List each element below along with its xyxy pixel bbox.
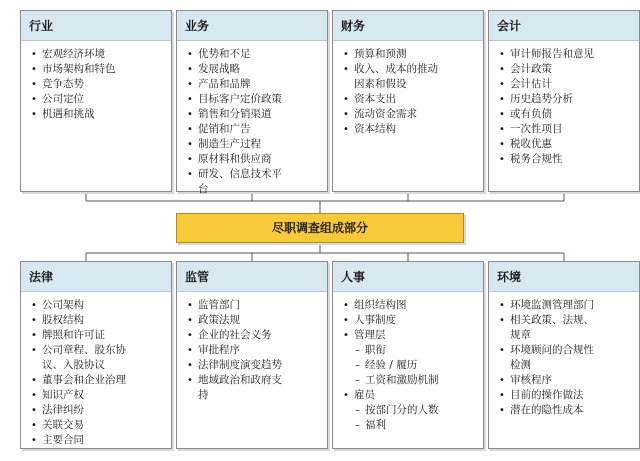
item-list: [21, 292, 171, 448]
list-item: [187, 182, 321, 197]
list-item-text: 关联交易: [42, 419, 84, 431]
list-item: [31, 433, 165, 448]
list-item-text: 预算和预测: [354, 48, 407, 60]
list-item: [343, 313, 477, 328]
list-item-text: 主要合同: [42, 434, 84, 446]
list-item-text: 会计估计: [510, 78, 552, 90]
list-item: [31, 328, 165, 343]
dash-marker: –: [355, 405, 360, 416]
list-item-text: 按部门分的人数: [365, 404, 439, 416]
list-item-text: 审批程序: [198, 344, 240, 356]
list-item: [499, 77, 633, 92]
list-item: [499, 152, 633, 167]
list-item: [187, 47, 321, 62]
list-item-text: 历史趋势分析: [510, 93, 573, 105]
list-item-text: 人事制度: [354, 314, 396, 326]
list-item-text: 制造生产过程: [198, 138, 261, 150]
list-item: [499, 388, 633, 403]
bullet-marker: •: [343, 300, 349, 311]
bullet-marker: •: [187, 360, 193, 371]
card-legal: [20, 261, 172, 449]
list-item: [187, 107, 321, 122]
bullet-marker: •: [187, 169, 193, 180]
card-regulatory: [176, 261, 328, 449]
bullet-marker: •: [499, 315, 505, 326]
item-list: [333, 41, 483, 137]
bullet-marker: •: [499, 405, 505, 416]
bullet-marker: •: [187, 300, 193, 311]
list-item-text: 企业的社会义务: [198, 329, 272, 341]
list-item-text: 机遇和挑战: [42, 108, 95, 120]
list-item-text: 一次性项目: [510, 123, 563, 135]
bullet-marker: •: [187, 124, 193, 135]
card-title: 人事: [333, 262, 483, 292]
bullet-marker: •: [499, 79, 505, 90]
bullet-marker: •: [187, 139, 193, 150]
bullet-marker: •: [31, 49, 37, 60]
list-item-text: 审核程序: [510, 374, 552, 386]
list-item: [499, 47, 633, 62]
list-item: [343, 92, 477, 107]
card-title: 法律: [21, 262, 171, 292]
list-item-text: 环境监测管理部门: [510, 299, 594, 311]
list-item-text: 经验 / 履历: [365, 359, 418, 371]
list-item: [187, 152, 321, 167]
list-item-text: 资本结构: [354, 123, 396, 135]
list-item: [187, 92, 321, 107]
list-item: [499, 358, 633, 373]
list-item-text: 政策法规: [198, 314, 240, 326]
card-title: 会计: [489, 11, 639, 41]
bullet-marker: •: [343, 390, 349, 401]
item-list: [333, 292, 483, 433]
list-item-text: 目标客户定价政策: [198, 93, 282, 105]
list-item: [499, 328, 633, 343]
bullet-marker: •: [31, 330, 37, 341]
list-item-text: 管理层: [354, 329, 386, 341]
list-item: [499, 62, 633, 77]
bullet-marker: •: [187, 109, 193, 120]
list-item-text: 持: [198, 389, 209, 401]
card-title: 财务: [333, 11, 483, 41]
bullet-marker: •: [31, 405, 37, 416]
bullet-marker: •: [187, 330, 193, 341]
card-title: 行业: [21, 11, 171, 41]
list-item-text: 董事会和企业治理: [42, 374, 126, 386]
list-item-text: 收入、成本的推动: [354, 63, 438, 75]
list-item-text: 会计政策: [510, 63, 552, 75]
list-item-text: 知识产权: [42, 389, 84, 401]
list-item-text: 规章: [510, 329, 531, 341]
bullet-marker: •: [187, 79, 193, 90]
list-item-text: 公司架构: [42, 299, 84, 311]
list-item-text: 审计师报告和意见: [510, 48, 594, 60]
list-item: [31, 388, 165, 403]
list-item: [499, 403, 633, 418]
center-box: 尽职调查组成部分: [176, 213, 464, 243]
list-item: [499, 373, 633, 388]
list-item: [31, 62, 165, 77]
bullet-marker: •: [343, 94, 349, 105]
list-item: [343, 298, 477, 313]
list-item-text: 组织结构图: [354, 299, 407, 311]
list-item-text: 销售和分销渠道: [198, 108, 272, 120]
card-title: 环境: [489, 262, 639, 292]
dash-marker: –: [355, 360, 360, 371]
list-item-text: 产品和品牌: [198, 78, 251, 90]
dash-marker: –: [355, 375, 360, 386]
card-business: [176, 10, 328, 195]
list-item-text: 优势和不足: [198, 48, 251, 60]
list-item: [343, 373, 477, 388]
list-item-text: 税收优惠: [510, 138, 552, 150]
list-item: [499, 107, 633, 122]
list-item: [343, 328, 477, 343]
list-item: [343, 62, 477, 77]
list-item-text: 雇员: [354, 389, 375, 401]
list-item-text: 市场架构和特色: [42, 63, 116, 75]
list-item-text: 竞争态势: [42, 78, 84, 90]
list-item-text: 促销和广告: [198, 123, 251, 135]
item-list: [489, 292, 639, 418]
list-item: [31, 403, 165, 418]
list-item-text: 环境顾问的合规性: [510, 344, 594, 356]
list-item: [187, 122, 321, 137]
list-item: [31, 313, 165, 328]
bullet-marker: •: [31, 375, 37, 386]
list-item-text: 资本支出: [354, 93, 396, 105]
list-item-text: 法律纠纷: [42, 404, 84, 416]
bullet-marker: •: [31, 435, 37, 446]
list-item: [31, 418, 165, 433]
list-item: [343, 77, 477, 92]
list-item-text: 法律制度演变趋势: [198, 359, 282, 371]
bullet-marker: •: [343, 49, 349, 60]
list-item: [31, 77, 165, 92]
list-item: [187, 298, 321, 313]
card-finance: [332, 10, 484, 192]
bullet-marker: •: [343, 124, 349, 135]
bullet-marker: •: [31, 109, 37, 120]
card-environment: [488, 261, 640, 449]
bullet-marker: •: [187, 94, 193, 105]
list-item: [343, 47, 477, 62]
dash-marker: –: [355, 345, 360, 356]
list-item: [499, 122, 633, 137]
bullet-marker: •: [187, 345, 193, 356]
list-item: [31, 358, 165, 373]
list-item-text: 检测: [510, 359, 531, 371]
list-item-text: 议、入股协议: [42, 359, 105, 371]
list-item: [187, 77, 321, 92]
list-item: [187, 167, 321, 182]
bullet-marker: •: [499, 64, 505, 75]
list-item-text: 股权结构: [42, 314, 84, 326]
list-item: [187, 343, 321, 358]
list-item-text: 目前的操作做法: [510, 389, 584, 401]
list-item-text: 发展战略: [198, 63, 240, 75]
list-item-text: 因素和假设: [354, 78, 407, 90]
bullet-marker: •: [187, 315, 193, 326]
bullet-marker: •: [499, 154, 505, 165]
bullet-marker: •: [31, 390, 37, 401]
list-item: [31, 373, 165, 388]
bullet-marker: •: [31, 345, 37, 356]
item-list: [177, 292, 327, 403]
bullet-marker: •: [499, 109, 505, 120]
list-item-text: 公司定位: [42, 93, 84, 105]
list-item: [187, 328, 321, 343]
list-item-text: 公司章程、股东协: [42, 344, 126, 356]
item-list: [177, 41, 327, 197]
card-title: 业务: [177, 11, 327, 41]
list-item-text: 税务合规性: [510, 153, 563, 165]
list-item-text: 原材料和供应商: [198, 153, 272, 165]
list-item: [187, 62, 321, 77]
bullet-marker: •: [187, 49, 193, 60]
list-item-text: 牌照和许可证: [42, 329, 105, 341]
list-item-text: 监管部门: [198, 299, 240, 311]
list-item: [343, 343, 477, 358]
bullet-marker: •: [31, 64, 37, 75]
list-item: [343, 358, 477, 373]
bullet-marker: •: [499, 345, 505, 356]
bullet-marker: •: [31, 79, 37, 90]
bullet-marker: •: [499, 94, 505, 105]
list-item: [343, 418, 477, 433]
list-item-text: 职衔: [365, 344, 386, 356]
list-item-text: 工资和激励机制: [365, 374, 439, 386]
list-item: [187, 137, 321, 152]
card-accounting: [488, 10, 640, 192]
bullet-marker: •: [499, 375, 505, 386]
list-item-text: 地域政治和政府支: [198, 374, 282, 386]
list-item: [187, 358, 321, 373]
bullet-marker: •: [343, 109, 349, 120]
card-personnel: [332, 261, 484, 449]
list-item: [343, 388, 477, 403]
list-item-text: 相关政策、法规、: [510, 314, 594, 326]
list-item: [187, 373, 321, 388]
dash-marker: –: [355, 420, 360, 431]
list-item: [499, 343, 633, 358]
list-item: [187, 313, 321, 328]
bullet-marker: •: [499, 300, 505, 311]
list-item-text: 潜在的隐性成本: [510, 404, 584, 416]
list-item: [499, 137, 633, 152]
bullet-marker: •: [499, 390, 505, 401]
list-item-text: 福利: [365, 419, 386, 431]
list-item: [343, 403, 477, 418]
bullet-marker: •: [499, 139, 505, 150]
item-list: [489, 41, 639, 167]
bullet-marker: •: [31, 315, 37, 326]
list-item: [31, 343, 165, 358]
bullet-marker: •: [31, 94, 37, 105]
card-industry: [20, 10, 172, 192]
bullet-marker: •: [31, 300, 37, 311]
list-item-text: 台: [198, 183, 209, 195]
bullet-marker: •: [187, 154, 193, 165]
list-item: [343, 107, 477, 122]
list-item: [31, 47, 165, 62]
list-item-text: 研发、信息技术平: [198, 168, 282, 180]
bullet-marker: •: [499, 124, 505, 135]
list-item: [31, 92, 165, 107]
bullet-marker: •: [187, 375, 193, 386]
list-item: [31, 298, 165, 313]
card-title: 监管: [177, 262, 327, 292]
list-item: [187, 388, 321, 403]
list-item-text: 或有负债: [510, 108, 552, 120]
bullet-marker: •: [187, 64, 193, 75]
list-item: [499, 92, 633, 107]
bullet-marker: •: [499, 49, 505, 60]
list-item-text: 宏观经济环境: [42, 48, 105, 60]
list-item: [31, 107, 165, 122]
list-item: [499, 313, 633, 328]
list-item: [343, 122, 477, 137]
bullet-marker: •: [343, 315, 349, 326]
item-list: [21, 41, 171, 122]
list-item-text: 流动资金需求: [354, 108, 417, 120]
list-item: [499, 298, 633, 313]
bullet-marker: •: [343, 330, 349, 341]
bullet-marker: •: [31, 420, 37, 431]
bullet-marker: •: [343, 64, 349, 75]
